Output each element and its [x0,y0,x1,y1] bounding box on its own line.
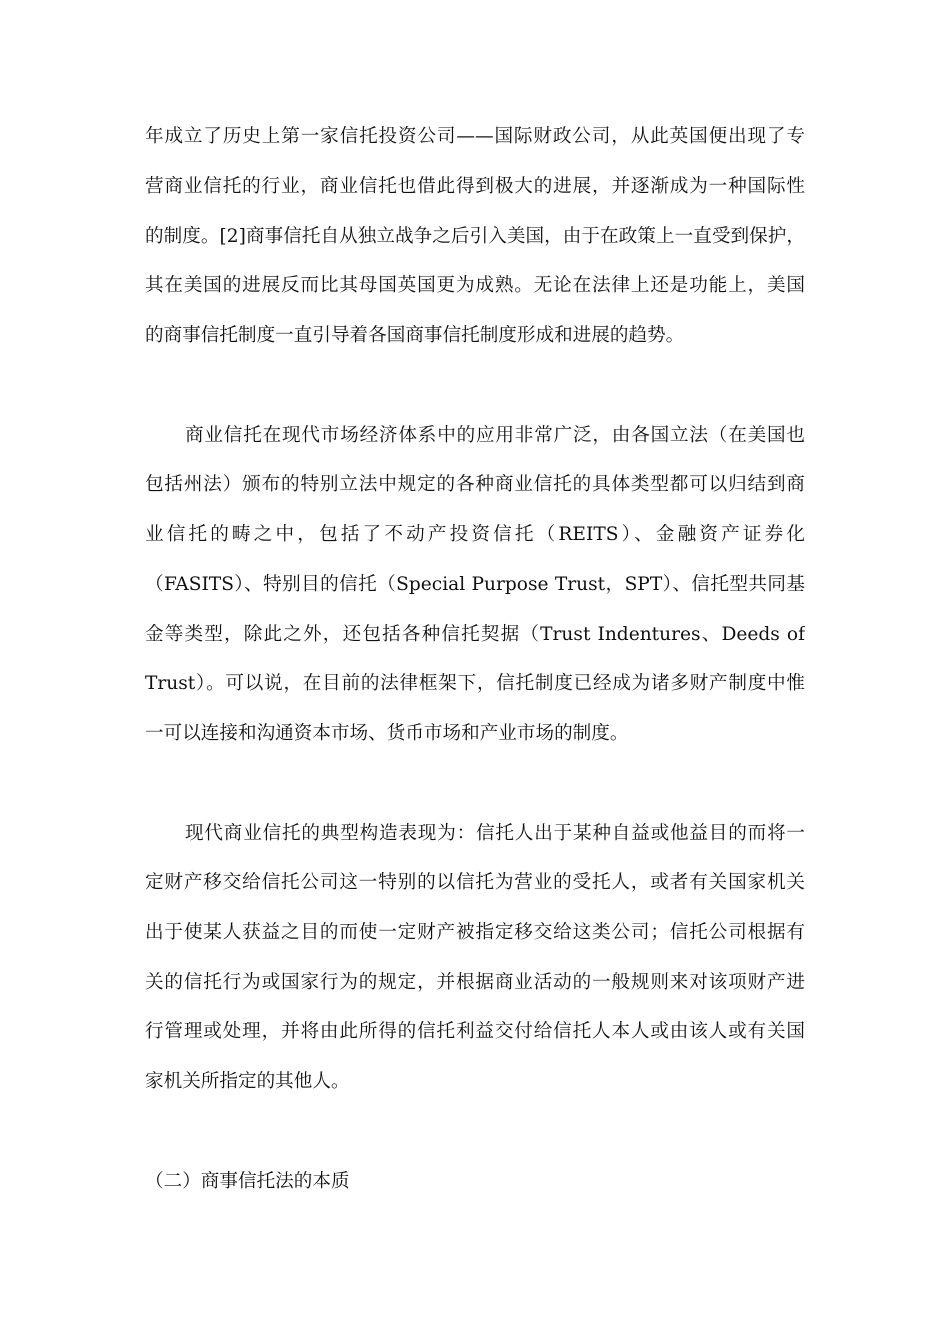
paragraph-2-line-7: 一可以连接和沟通资本市场、货币市场和产业市场的制度。 [145,723,629,744]
paragraph-2-line-4: （FASITS）、特别目的信托（Special Purpose Trust，SPT）、信托型共同基 [145,574,805,595]
paragraph-3-line-5: 行管理或处理，并将由此所得的信托利益交付给信托人本人或由该人或有关国 [145,1021,805,1042]
paragraph-3-line-1: 现代商业信托的典型构造表现为：信托人出于某种自益或他益目的而将一 [185,823,805,844]
paragraph-1-line-5: 的商事信托制度一直引导着各国商事信托制度形成和进展的趋势。 [145,325,685,346]
paragraph-3-line-6: 家机关所指定的其他人。 [145,1071,350,1092]
paragraph-1-line-2: 营商业信托的行业，商业信托也借此得到极大的进展，并逐渐成为一种国际性 [145,176,805,197]
paragraph-3-line-3: 出于使某人获益之目的而使一定财产被指定移交给这类公司；信托公司根据有 [145,922,805,943]
section-heading: （二）商事信托法的本质 [145,1171,350,1192]
paragraph-2-line-6: Trust）。可以说，在目前的法律框架下，信托制度已经成为诸多财产制度中惟 [145,673,805,694]
paragraph-2-line-2: 包括州法）颁布的特别立法中规定的各种商业信托的具体类型都可以归结到商 [145,474,805,495]
paragraph-1-line-4: 其在美国的进展反而比其母国英国更为成熟。无论在法律上还是功能上，美国 [145,275,805,296]
paragraph-2-line-1: 商业信托在现代市场经济体系中的应用非常广泛，由各国立法（在美国也 [185,425,805,446]
paragraph-2-line-3: 业信托的畴之中，包括了不动产投资信托（REITS）、金融资产证券化 [145,524,805,545]
paragraph-3-line-2: 定财产移交给信托公司这一特别的以信托为营业的受托人，或者有关国家机关 [145,872,805,893]
paragraph-2-line-5: 金等类型，除此之外，还包括各种信托契据（Trust Indentures、Deeds of [145,624,805,645]
paragraph-1-line-1: 年成立了历史上第一家信托投资公司——国际财政公司，从此英国便出现了专 [145,126,805,147]
paragraph-3-line-4: 关的信托行为或国家行为的规定，并根据商业活动的一般规则来对该项财产进 [145,972,805,993]
paragraph-1-line-3: 的制度。[2]商事信托自从独立战争之后引入美国，由于在政策上一直受到保护， [145,226,805,247]
